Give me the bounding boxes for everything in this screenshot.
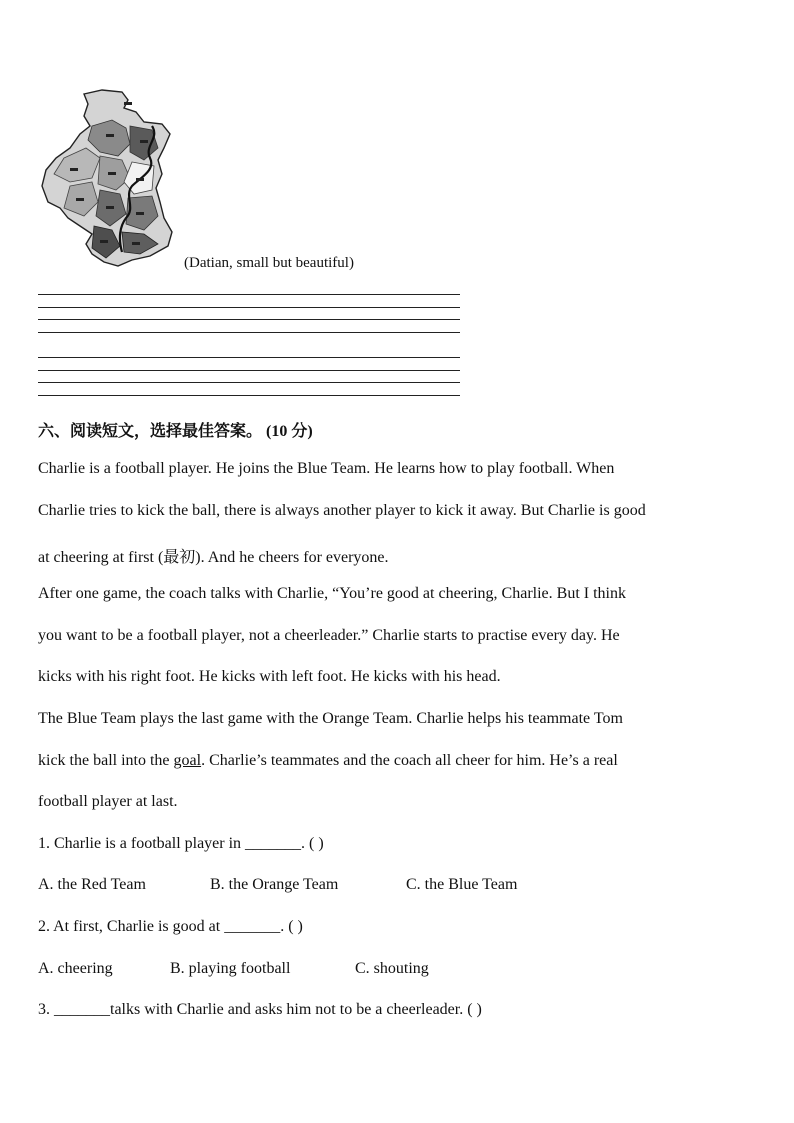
writing-line[interactable] xyxy=(38,395,460,396)
map-figure xyxy=(40,86,180,268)
passage-line: kicks with his right foot. He kicks with left foot. He kicks with his head. xyxy=(38,668,501,685)
passage-line xyxy=(38,752,618,770)
passage-line: you want to be a football player, not a cheerleader.” Charlie starts to practise every day. He xyxy=(38,627,620,644)
section-score: (10 分) xyxy=(266,423,313,440)
writing-line[interactable] xyxy=(38,382,460,383)
writing-line[interactable] xyxy=(38,319,460,320)
option-c[interactable]: C. the Blue Team xyxy=(406,876,518,893)
passage-line: Charlie is a football player. He joins the Blue Team. He learns how to play football. When xyxy=(38,460,615,477)
option-a[interactable]: A. cheering xyxy=(38,960,113,977)
question-options xyxy=(38,960,429,978)
writing-line[interactable] xyxy=(38,332,460,333)
writing-line[interactable] xyxy=(38,370,460,371)
underlined-word: goal xyxy=(173,752,202,769)
question-stem: 3. _______talks with Charlie and asks him not to be a cheerleader. ( ) xyxy=(38,1001,482,1018)
section-heading xyxy=(38,418,313,441)
passage-line: at cheering at first (最初). And he cheers for everyone. xyxy=(38,549,389,566)
passage-line: After one game, the coach talks with Charlie, “You’re good at cheering, Charlie. But I think xyxy=(38,585,626,602)
question-options xyxy=(38,876,518,894)
figure-caption: (Datian, small but beautiful) xyxy=(184,255,354,271)
section-title: 六、阅读短文，选择最佳答案。 xyxy=(38,421,263,440)
option-b[interactable]: B. the Orange Team xyxy=(210,876,339,893)
map-icon xyxy=(40,86,180,268)
writing-line[interactable] xyxy=(38,307,460,308)
writing-line[interactable] xyxy=(38,357,460,358)
option-c[interactable]: C. shouting xyxy=(355,960,429,977)
option-b[interactable]: B. playing football xyxy=(170,960,291,977)
option-a[interactable]: A. the Red Team xyxy=(38,876,146,893)
passage-line: football player at last. xyxy=(38,793,178,810)
question-stem: 2. At first, Charlie is good at _______. ( ) xyxy=(38,918,303,935)
passage-line: The Blue Team plays the last game with the Orange Team. Charlie helps his teammate Tom xyxy=(38,710,623,727)
passage-text: kick the ball into the xyxy=(38,752,174,769)
passage-text: . Charlie’s teammates and the coach all cheer for him. He’s a real xyxy=(201,752,618,769)
passage-line: Charlie tries to kick the ball, there is always another player to kick it away. But Charlie is good xyxy=(38,502,646,519)
question-stem: 1. Charlie is a football player in _______. ( ) xyxy=(38,835,324,852)
writing-line[interactable] xyxy=(38,294,460,295)
